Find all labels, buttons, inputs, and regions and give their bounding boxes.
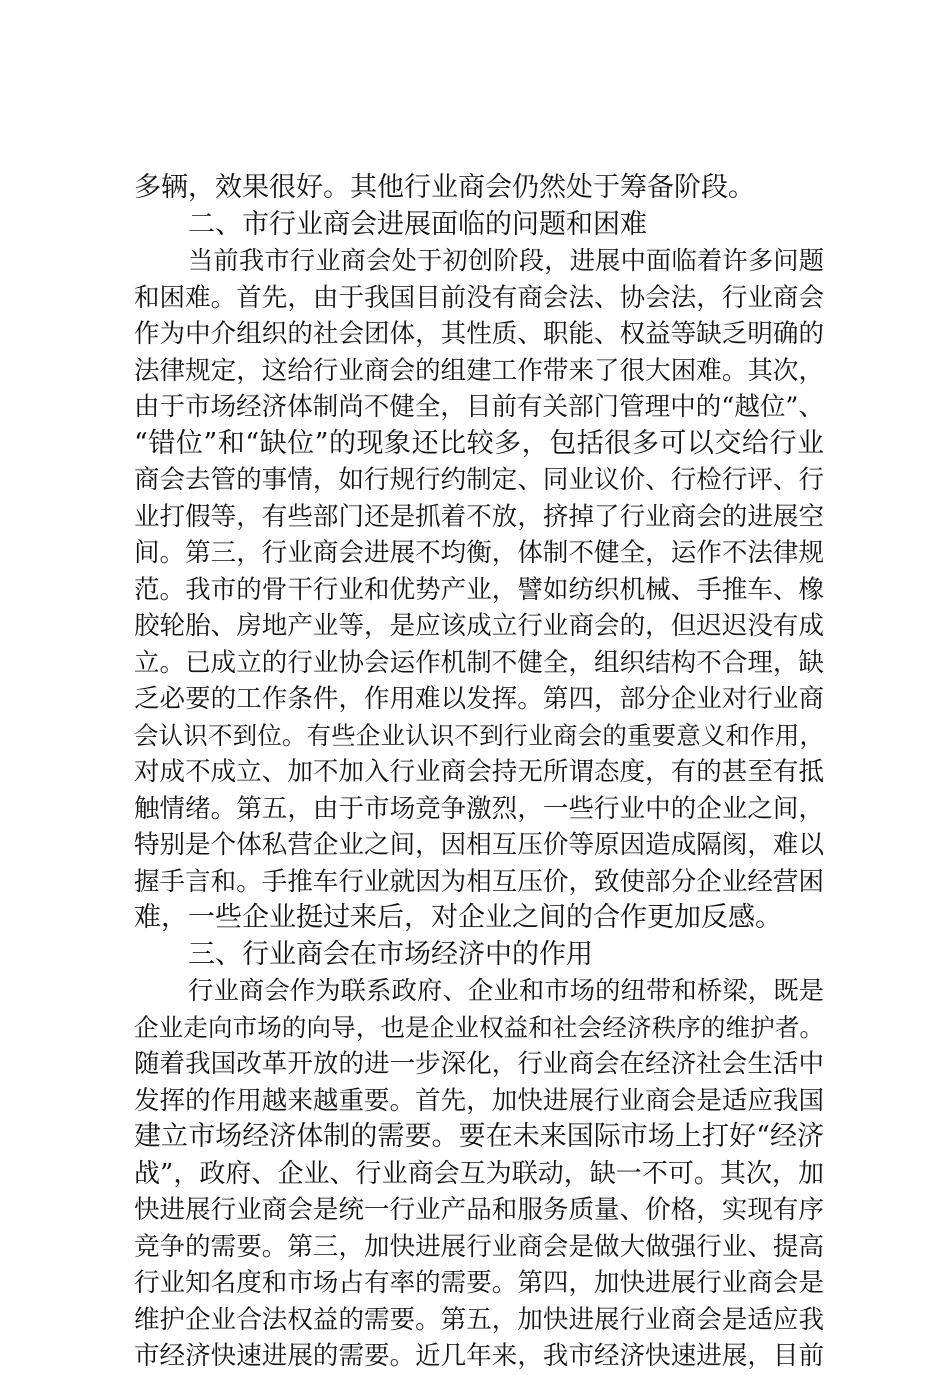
paragraph-first-line: 行业商会作为联系政府、企业和市场的纽带和桥梁，既是	[188, 976, 824, 1005]
body-text-line: 市经济快速进展的需要。近几年来，我市经济快速进展，目前	[134, 1341, 824, 1371]
body-text-line: 间。第三，行业商会进展不均衡，体制不健全，运作不法律规	[134, 538, 824, 568]
paragraph-first-line: 二、市行业商会进展面临的问题和困难	[188, 208, 647, 240]
body-text-line: 和困难。首先，由于我国目前没有商会法、协会法，行业商会	[134, 282, 824, 313]
body-text-line: 维护企业合法权益的需要。第五，加快进展行业商会是适应我	[134, 1304, 824, 1335]
body-text-line: 难，一些企业挺过来后，对企业之间的合作更加反感。	[134, 902, 782, 933]
body-text-line: 触情绪。第五，由于市场竞争激烈，一些行业中的企业之间，	[134, 793, 824, 824]
body-text-line: 由于市场经济体制尚不健全，目前有关部门管理中的“越位”、	[134, 392, 824, 422]
body-text-line: 行业知名度和市场占有率的需要。第四，加快进展行业商会是	[134, 1268, 824, 1298]
body-text-line: 特别是个体私营企业之间，因相互压价等原因造成隔阂，难以	[134, 830, 824, 860]
body-text-line: 建立市场经济体制的需要。要在未来国际市场上打好“经济	[134, 1121, 824, 1152]
body-text-line: 法律规定，这给行业商会的组建工作带来了很大困难。其次，	[134, 355, 824, 386]
body-text-line: 企业走向市场的向导，也是企业权益和社会经济秩序的维护者。	[134, 1012, 824, 1042]
body-text-line: 战”，政府、企业、行业商会互为联动，缺一不可。其次，加	[134, 1158, 824, 1189]
paragraph-first-line: 当前我市行业商会处于初创阶段，进展中面临着许多问题	[188, 246, 824, 275]
body-text-line: 作为中介组织的社会团体，其性质、职能、权益等缺乏明确的	[134, 319, 824, 349]
body-text-line: “错位”和“缺位”的现象还比较多，包括很多可以交给行业	[134, 427, 824, 459]
body-text-line: 随着我国改革开放的进一步深化，行业商会在经济社会生活中	[134, 1049, 824, 1079]
body-text-line: 竞争的需要。第三，加快进展行业商会是做大做强行业、提高	[134, 1231, 824, 1262]
document-body	[134, 170, 824, 1375]
body-text-line: 会认识不到位。有些企业认识不到行业商会的重要意义和作用，	[134, 720, 824, 750]
body-text-line: 握手言和。手推车行业就因为相互压价，致使部分企业经营困	[134, 866, 824, 897]
body-text-line: 范。我市的骨干行业和优势产业，譬如纺织机械、手推车、橡	[134, 574, 824, 605]
body-text-line: 立。已成立的行业协会运作机制不健全，组织结构不合理，缺	[134, 647, 824, 678]
body-text-line: 对成不成立、加不加入行业商会持无所谓态度，有的甚至有抵	[134, 757, 824, 787]
body-text-line: 商会去管的事情，如行规行约制定、同业议价、行检行评、行	[134, 465, 824, 495]
body-text-line: 业打假等，有些部门还是抓着不放，挤掉了行业商会的进展空	[134, 501, 824, 532]
body-text-line: 快进展行业商会是统一行业产品和服务质量、价格，实现有序	[134, 1195, 824, 1225]
paragraph-first-line: 三、行业商会在市场经济中的作用	[188, 938, 593, 970]
body-text-line: 发挥的作用越来越重要。首先，加快进展行业商会是适应我国	[134, 1085, 824, 1116]
body-text-line: 乏必要的工作条件，作用难以发挥。第四，部分企业对行业商	[134, 684, 824, 714]
body-text-line: 胶轮胎、房地产业等，是应该成立行业商会的，但迟迟没有成	[134, 611, 824, 641]
body-text-line: 多辆，效果很好。其他行业商会仍然处于筹备阶段。	[134, 172, 755, 203]
